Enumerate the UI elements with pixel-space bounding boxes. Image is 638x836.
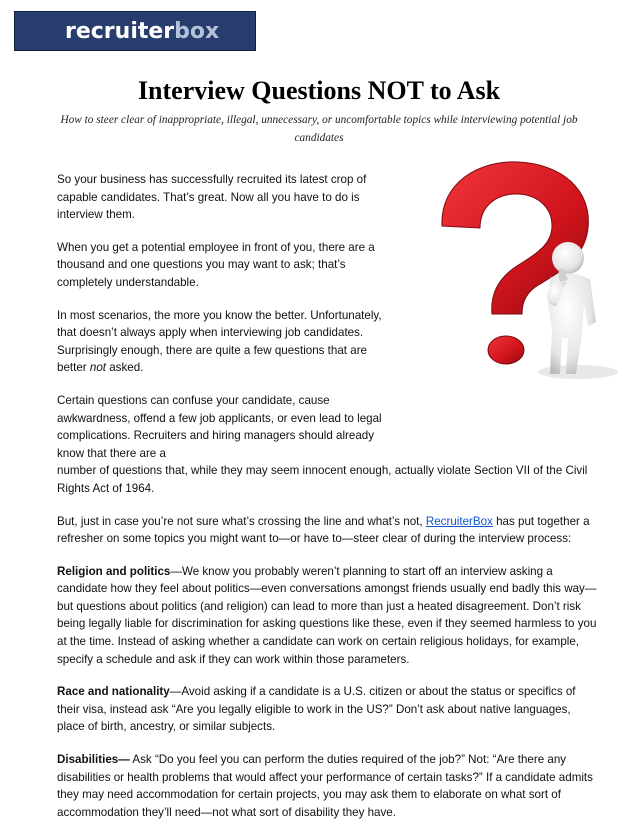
section-religion-politics: [57, 563, 597, 669]
paragraph-refresher: [57, 513, 597, 548]
page-title: Interview Questions NOT to Ask: [137, 76, 501, 105]
emphasis-not: not: [89, 361, 106, 375]
section-disabilities: [57, 751, 597, 821]
paragraph-refresher-text-a: But, just in case you’re not sure what’s crossing the line and what’s not,: [57, 514, 426, 528]
paragraph-refresher-text-b: has put together a refresher on some topics you might want to—or have to—steer clear of during the interview process:: [57, 514, 590, 546]
section-heading-race: Race and nationality: [57, 685, 170, 699]
paragraph-questions: When you get a potential employee in front of you, there are a thousand and one questions you may want to ask; that’s completely understandable.: [57, 240, 375, 289]
paragraph-intro: So your business has successfully recruited its latest crop of capable candidates. That’s great. Now all you have to do is interview them.: [57, 173, 367, 222]
article-body: [57, 171, 597, 836]
paragraph-complications-a: Certain questions can confuse your candidate, cause awkwardness, offend a few job applicants, or even lead to legal complications. Recruiters and hiring managers should already know that there are a: [57, 393, 382, 460]
paragraph-complications-b: number of questions that, while they may seem innocent enough, actually violate Section VII of the Civil Rights Act of 1964.: [57, 464, 588, 495]
section-body-race: —Avoid asking if a candidate is a U.S. citizen or about the status or specifics of their visa, instead ask “Are you legally eligible to work in the US?” Don’t ask about native languages, place of birth, ancestry, or similar subjects.: [57, 685, 576, 734]
paragraph-scenarios-text-b: asked.: [106, 361, 144, 375]
section-body-religion: —We know you probably weren’t planning to start off an interview asking a candidate how they feel about politics—even conversations amongst friends usually end badly this way—but questions about politics (and religion) can lead to more than just a heated disagreement. Don’t risk being legally liable for discrimination for asking questions like these, even if they seemed harmless to you at the time. Instead of asking whether a candidate can work on certain religious holidays, for example, specify a schedule and ask if they can work within those parameters.: [57, 564, 597, 666]
recruiterbox-logo: [14, 11, 256, 51]
page-subtitle: How to steer clear of inappropriate, illegal, unnecessary, or uncomfortable topics while interviewing potential job candidates: [60, 114, 578, 144]
logo-text-recruiter: recruiter: [65, 18, 175, 44]
section-heading-disabilities: Disabilities—: [57, 753, 130, 767]
logo-text-box: box: [174, 18, 220, 44]
paragraph-scenarios: [57, 307, 387, 377]
recruiterbox-link[interactable]: RecruiterBox: [425, 514, 493, 528]
section-heading-religion: Religion and politics: [57, 564, 171, 578]
paragraph-scenarios-text-a: In most scenarios, the more you know the better. Unfortunately, that doesn’t always apply when interviewing job candidates. Surprisingly enough, there are quite a few questions that are better: [57, 308, 382, 375]
section-race-nationality: [57, 683, 597, 736]
section-body-disabilities: Ask “Do you feel you can perform the duties required of the job?” Not: “Are there any disabilities or health problems that would affect your performance of certain tasks?” If a candidate admits they may need accommodation for certain projects, you may ask them to elaborate on what sort of accommodation they’ll need—not what sort of disability they have.: [57, 753, 593, 819]
